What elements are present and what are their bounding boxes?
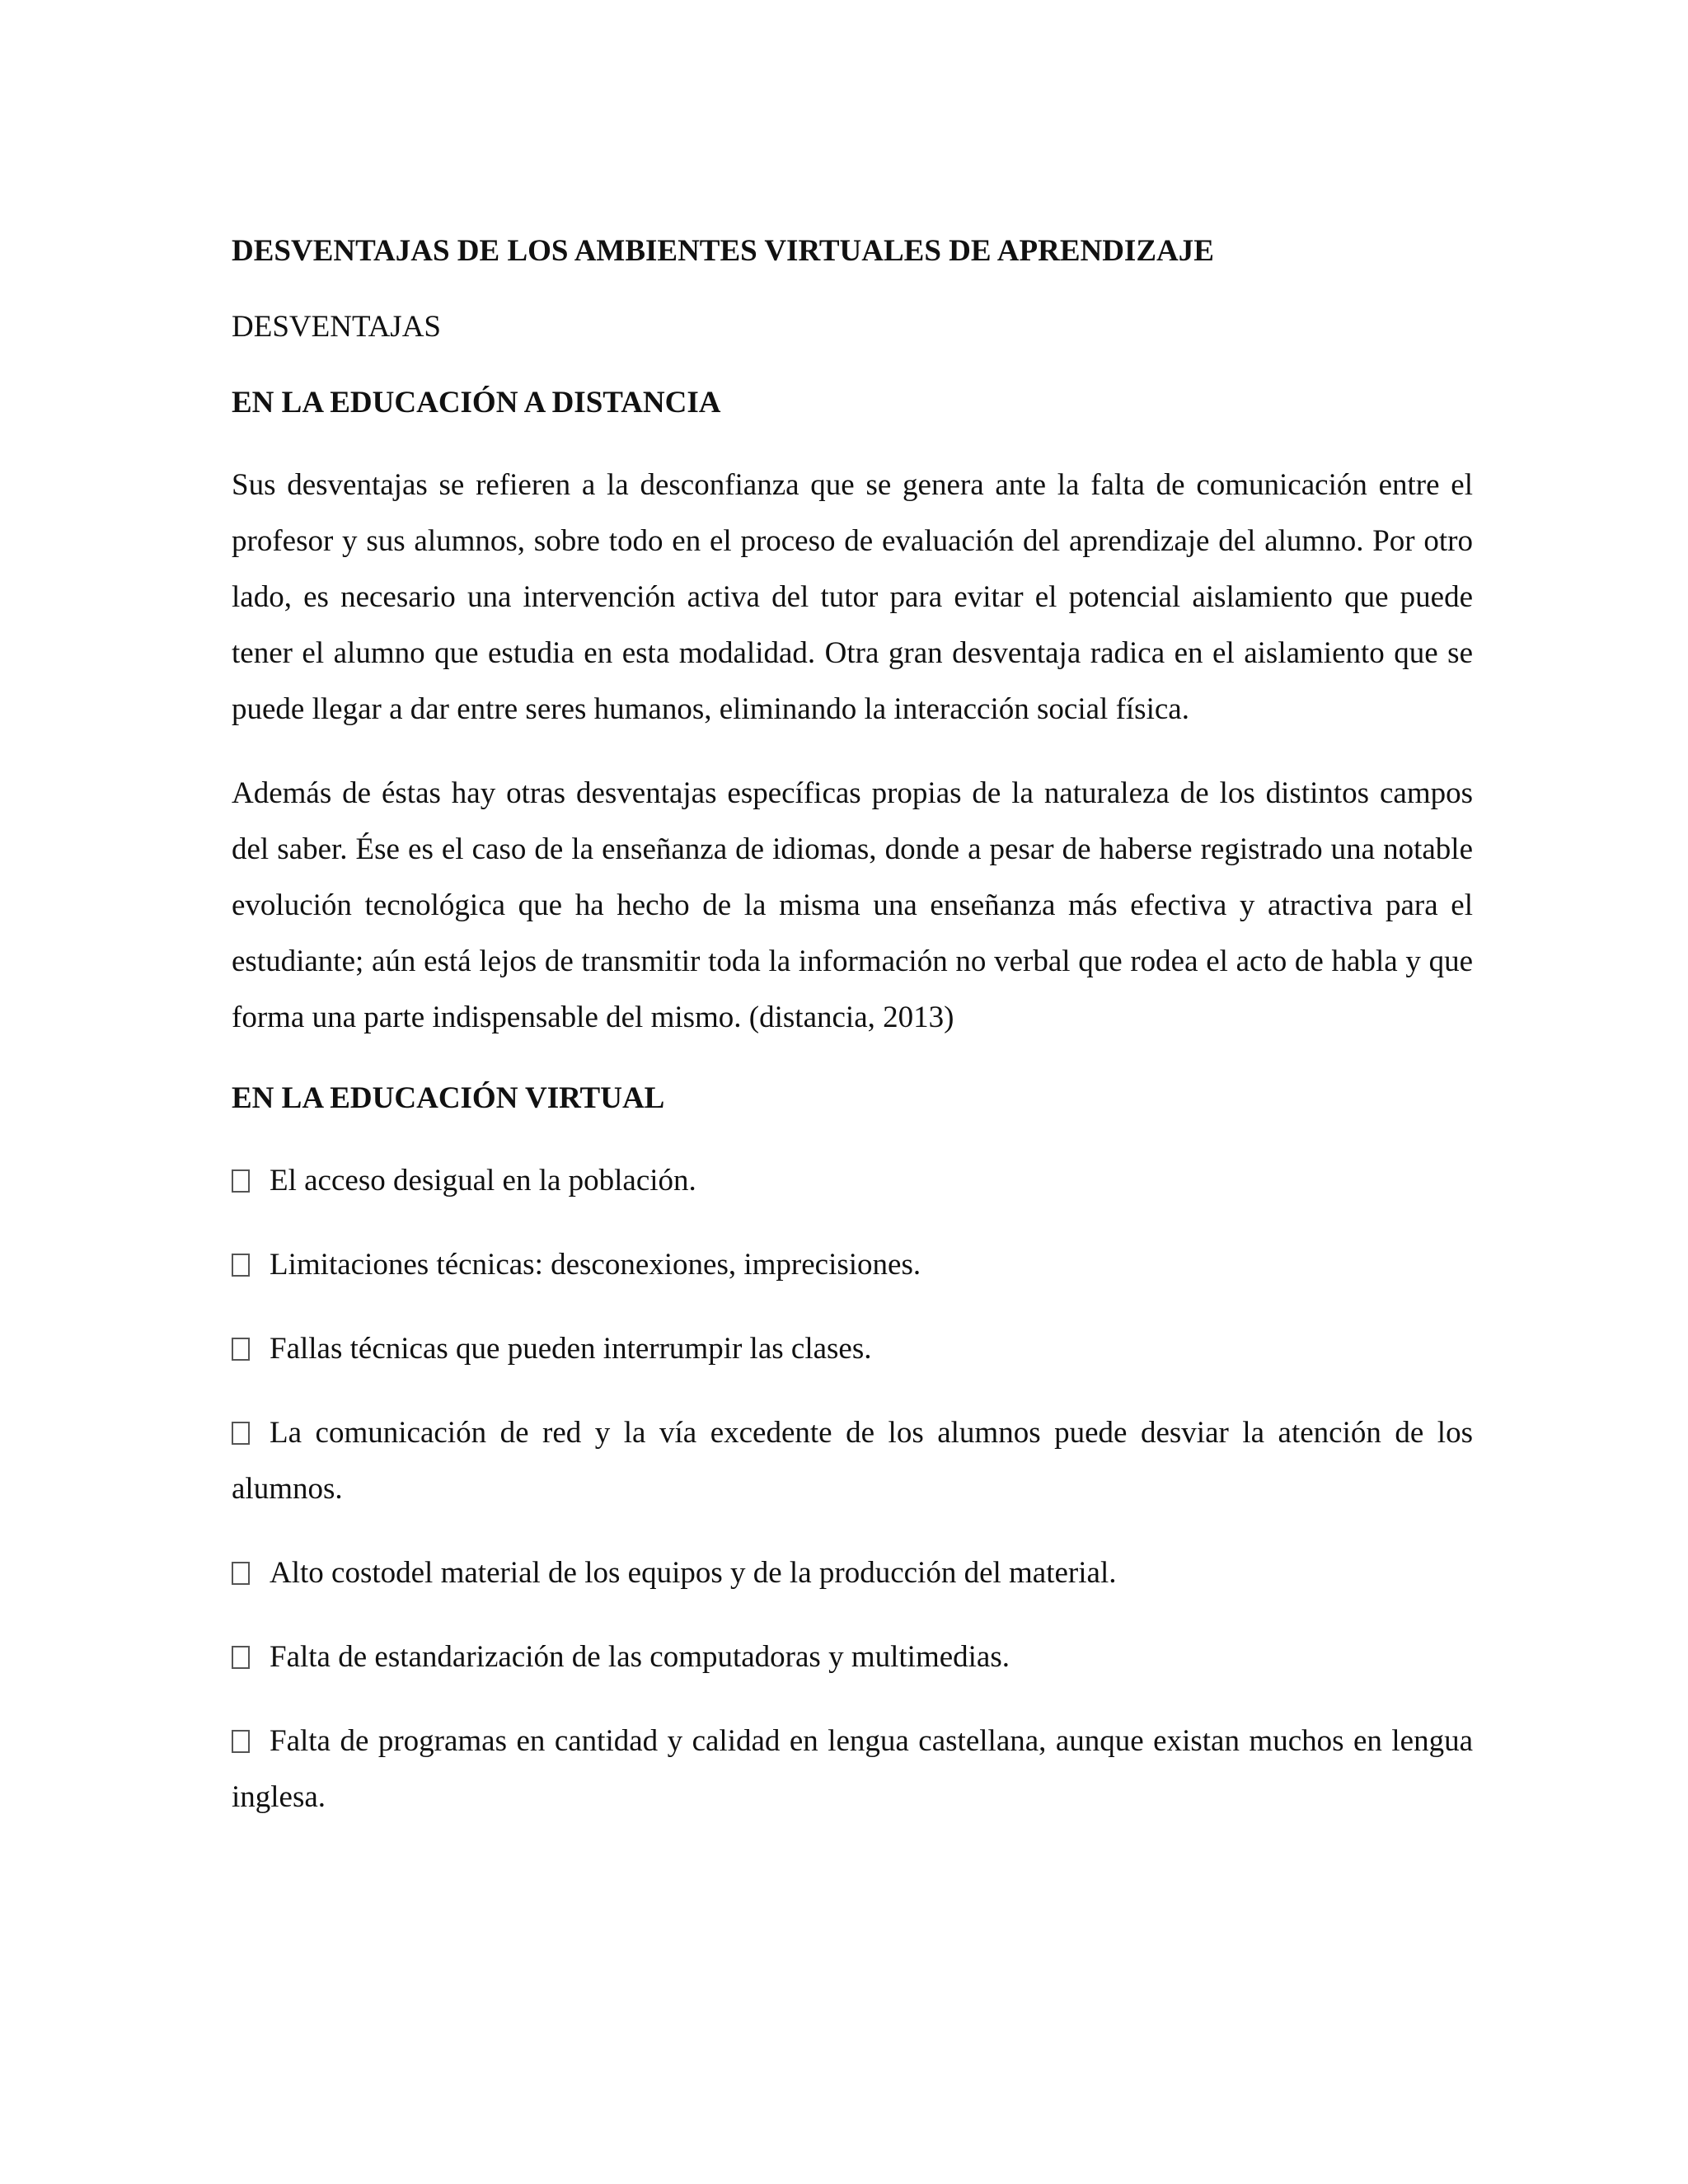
- paragraph: Sus desventajas se refieren a la desconfianza que se genera ante la falta de comunicación entre el profesor y sus alumnos, sobre todo en el proceso de evaluación del aprendizaje del alumno. Por otro lado, es necesario una intervención activa del tutor para evitar el potencial aislamiento que puede tener el alumno que estudia en esta modalidad. Otra gran desventaja radica en el aislamiento que se puede llegar a dar entre seres humanos, eliminando la interacción social física.: [232, 468, 1473, 726]
- missing-glyph-box-icon: [232, 1338, 250, 1361]
- disadvantages-list: [232, 1153, 1473, 1825]
- paragraph: Además de éstas hay otras desventajas específicas propias de la naturaleza de los distintos campos del saber. Ése es el caso de la enseñanza de idiomas, donde a pesar de haberse registrado una notable evolución tecnológica que ha hecho de la misma una enseñanza más efectiva y atractiva para el estudiante; aún está lejos de transmitir toda la información no verbal que rodea el acto de habla y que forma una parte indispensable del mismo. (distancia, 2013): [232, 776, 1473, 1034]
- list-item: [232, 1405, 1473, 1517]
- list-item-text: Falta de programas en cantidad y calidad en lengua castellana, aunque existan muchos en lengua inglesa.: [232, 1724, 1473, 1814]
- missing-glyph-box-icon: [232, 1422, 250, 1445]
- list-item-text: Alto costodel material de los equipos y de la producción del material.: [270, 1556, 1117, 1590]
- list-item: [232, 1545, 1473, 1601]
- list-item: [232, 1321, 1473, 1377]
- list-item-text: Fallas técnicas que pueden interrumpir las clases.: [270, 1332, 872, 1366]
- list-item-text: El acceso desigual en la población.: [270, 1164, 696, 1197]
- list-item: [232, 1153, 1473, 1209]
- section-heading-virtual: EN LA EDUCACIÓN VIRTUAL: [232, 1081, 665, 1115]
- missing-glyph-box-icon: [232, 1254, 250, 1277]
- list-item-text: Limitaciones técnicas: desconexiones, imprecisiones.: [270, 1248, 921, 1282]
- missing-glyph-box-icon: [232, 1730, 250, 1753]
- section-heading-distance: EN LA EDUCACIÓN A DISTANCIA: [232, 386, 721, 419]
- list-item: [232, 1629, 1473, 1685]
- list-item-text: La comunicación de red y la vía excedente de los alumnos puede desviar la atención de los alumnos.: [232, 1416, 1473, 1506]
- section-label: DESVENTAJAS: [232, 310, 441, 344]
- list-item-text: Falta de estandarización de las computadoras y multimedias.: [270, 1640, 1010, 1674]
- document-body: [232, 227, 1473, 1854]
- missing-glyph-box-icon: [232, 1562, 250, 1585]
- list-item: [232, 1713, 1473, 1825]
- missing-glyph-box-icon: [232, 1169, 250, 1193]
- list-item: [232, 1237, 1473, 1293]
- missing-glyph-box-icon: [232, 1646, 250, 1669]
- document-title: DESVENTAJAS DE LOS AMBIENTES VIRTUALES DE APRENDIZAJE: [232, 234, 1214, 268]
